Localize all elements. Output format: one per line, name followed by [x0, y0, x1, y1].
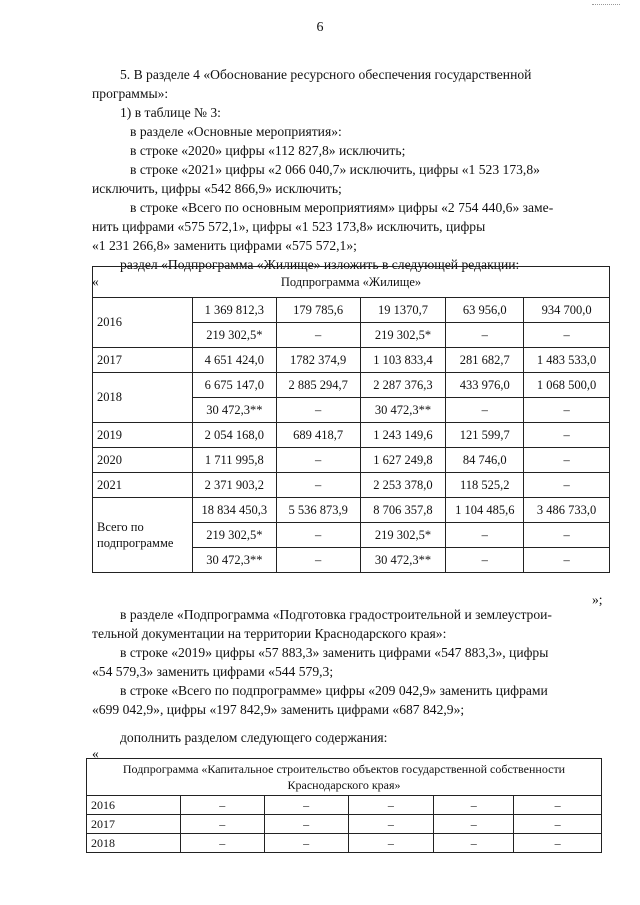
value-cell: 6 675 147,0: [192, 373, 276, 398]
para-line-7: исключить, цифры «542 866,9» исключить;: [92, 181, 342, 196]
para-line-4: в разделе «Основные мероприятия»:: [130, 124, 342, 139]
value-cell: 1 483 533,0: [524, 348, 610, 373]
value-cell: –: [524, 548, 610, 573]
value-cell: 1782 374,9: [276, 348, 360, 373]
value-cell: 2 885 294,7: [276, 373, 360, 398]
value-cell: –: [276, 448, 360, 473]
value-cell: 1 103 833,4: [360, 348, 446, 373]
para2-line-7: дополнить разделом следующего содержания:: [120, 730, 388, 745]
table-header-row: [87, 759, 602, 796]
value-cell: 1 369 812,3: [192, 298, 276, 323]
total-label-line-1: Всего по: [97, 520, 144, 534]
table-capital-construction: [86, 758, 602, 853]
para-line-10: «1 231 266,8» заменить цифрами «575 572,1»;: [92, 238, 357, 253]
open-quote-1: «: [92, 274, 99, 289]
value-cell: 219 302,5*: [192, 323, 276, 348]
value-cell: –: [514, 815, 602, 834]
para-line-5: в строке «2020» цифры «112 827,8» исключить;: [130, 143, 406, 158]
value-cell: 219 302,5*: [360, 523, 446, 548]
para-line-6: в строке «2021» цифры «2 066 040,7» исключить, цифры «1 523 173,8»: [130, 162, 540, 177]
value-cell: 2 054 168,0: [192, 423, 276, 448]
value-cell: –: [276, 398, 360, 423]
para-line-2: программы»:: [92, 86, 169, 101]
table-title-line-1: Подпрограмма «Капитальное строительство объектов государственной собственности: [122, 762, 566, 776]
value-cell: 1 104 485,6: [446, 498, 524, 523]
value-cell: –: [446, 323, 524, 348]
para-line-9: нить цифрами «575 572,1», цифры «1 523 173,8» исключить, цифры: [92, 219, 486, 234]
value-cell: –: [264, 834, 348, 853]
value-cell: –: [524, 398, 610, 423]
para2-line-2: тельной документации на территории Краснодарского края»:: [92, 626, 447, 641]
year-cell: 2018: [93, 373, 193, 423]
year-cell: 2016: [87, 796, 181, 815]
corner-mark: [592, 4, 620, 5]
value-cell: –: [434, 815, 514, 834]
value-cell: –: [524, 423, 610, 448]
table-row: [93, 423, 610, 448]
para2-line-5: в строке «Всего по подпрограмме» цифры «209 042,9» заменить цифрами: [120, 683, 548, 698]
value-cell: 689 418,7: [276, 423, 360, 448]
value-cell: –: [180, 834, 264, 853]
para-line-1-span: 5. В разделе 4 «Обоснование ресурсного обеспечения государственной: [120, 67, 532, 82]
value-cell: 2 287 376,3: [360, 373, 446, 398]
value-cell: 4 651 424,0: [192, 348, 276, 373]
value-cell: 30 472,3**: [192, 548, 276, 573]
table-title-line-2: Краснодарского края»: [287, 778, 401, 792]
value-cell: –: [446, 548, 524, 573]
value-cell: 1 068 500,0: [524, 373, 610, 398]
value-cell: –: [276, 323, 360, 348]
year-cell: 2017: [93, 348, 193, 373]
table-row: [93, 348, 610, 373]
table-row: [93, 298, 610, 323]
year-cell: 2017: [87, 815, 181, 834]
para-line-11: раздел «Подпрограмма «Жилище» изложить в следующей редакции:: [120, 257, 520, 272]
table-header-row: [93, 267, 610, 298]
para-line-1: [120, 65, 610, 84]
value-cell: –: [446, 523, 524, 548]
value-cell: 219 302,5*: [192, 523, 276, 548]
table-title: [87, 759, 602, 796]
value-cell: –: [434, 796, 514, 815]
value-cell: 433 976,0: [446, 373, 524, 398]
value-cell: –: [514, 834, 602, 853]
value-cell: –: [264, 796, 348, 815]
value-cell: –: [434, 834, 514, 853]
value-cell: –: [348, 834, 434, 853]
value-cell: 3 486 733,0: [524, 498, 610, 523]
page-number: 6: [316, 20, 324, 35]
value-cell: 934 700,0: [524, 298, 610, 323]
table-row: [93, 373, 610, 398]
para-line-1-text: [120, 65, 610, 84]
table-row: [93, 498, 610, 523]
value-cell: 30 472,3**: [360, 398, 446, 423]
value-cell: –: [524, 448, 610, 473]
table-row: [93, 473, 610, 498]
table-row: [87, 796, 602, 815]
value-cell: 84 746,0: [446, 448, 524, 473]
value-cell: 19 1370,7: [360, 298, 446, 323]
value-cell: 118 525,2: [446, 473, 524, 498]
value-cell: –: [276, 548, 360, 573]
para2-line-1: в разделе «Подпрограмма «Подготовка градостроительной и землеустрои-: [120, 607, 552, 622]
value-cell: 2 253 378,0: [360, 473, 446, 498]
value-cell: –: [180, 815, 264, 834]
table-row: [87, 815, 602, 834]
table-housing: [92, 266, 610, 573]
value-cell: 1 627 249,8: [360, 448, 446, 473]
open-quote-2: «: [92, 746, 99, 761]
value-cell: 281 682,7: [446, 348, 524, 373]
value-cell: 179 785,6: [276, 298, 360, 323]
value-cell: 30 472,3**: [360, 548, 446, 573]
total-label-cell: [93, 498, 193, 573]
year-cell: 2018: [87, 834, 181, 853]
value-cell: –: [514, 796, 602, 815]
value-cell: –: [348, 815, 434, 834]
table-row: [93, 448, 610, 473]
para2-line-4: «54 579,3» заменить цифрами «544 579,3;: [92, 664, 334, 679]
value-cell: 63 956,0: [446, 298, 524, 323]
year-cell: 2020: [93, 448, 193, 473]
para2-line-6: «699 042,9», цифры «197 842,9» заменить цифрами «687 842,9»;: [92, 702, 465, 717]
value-cell: 1 243 149,6: [360, 423, 446, 448]
value-cell: –: [276, 473, 360, 498]
para-line-3: 1) в таблице № 3:: [120, 105, 221, 120]
value-cell: –: [348, 796, 434, 815]
value-cell: 2 371 903,2: [192, 473, 276, 498]
value-cell: 5 536 873,9: [276, 498, 360, 523]
year-cell: 2016: [93, 298, 193, 348]
table-row: [87, 834, 602, 853]
value-cell: –: [276, 523, 360, 548]
value-cell: –: [524, 523, 610, 548]
value-cell: –: [524, 473, 610, 498]
value-cell: –: [180, 796, 264, 815]
year-cell: 2021: [93, 473, 193, 498]
value-cell: 219 302,5*: [360, 323, 446, 348]
year-cell: 2019: [93, 423, 193, 448]
value-cell: 1 711 995,8: [192, 448, 276, 473]
value-cell: 18 834 450,3: [192, 498, 276, 523]
value-cell: –: [264, 815, 348, 834]
value-cell: 30 472,3**: [192, 398, 276, 423]
total-label-line-2: подпрограмме: [97, 536, 174, 550]
para2-line-3: в строке «2019» цифры «57 883,3» заменить цифрами «547 883,3», цифры: [120, 645, 549, 660]
value-cell: 121 599,7: [446, 423, 524, 448]
value-cell: 8 706 357,8: [360, 498, 446, 523]
para-line-8: в строке «Всего по основным мероприятиям» цифры «2 754 440,6» заме-: [130, 200, 554, 215]
table-title: Подпрограмма «Жилище»: [93, 267, 610, 298]
value-cell: –: [524, 323, 610, 348]
value-cell: –: [446, 398, 524, 423]
close-quote: »;: [592, 592, 603, 607]
